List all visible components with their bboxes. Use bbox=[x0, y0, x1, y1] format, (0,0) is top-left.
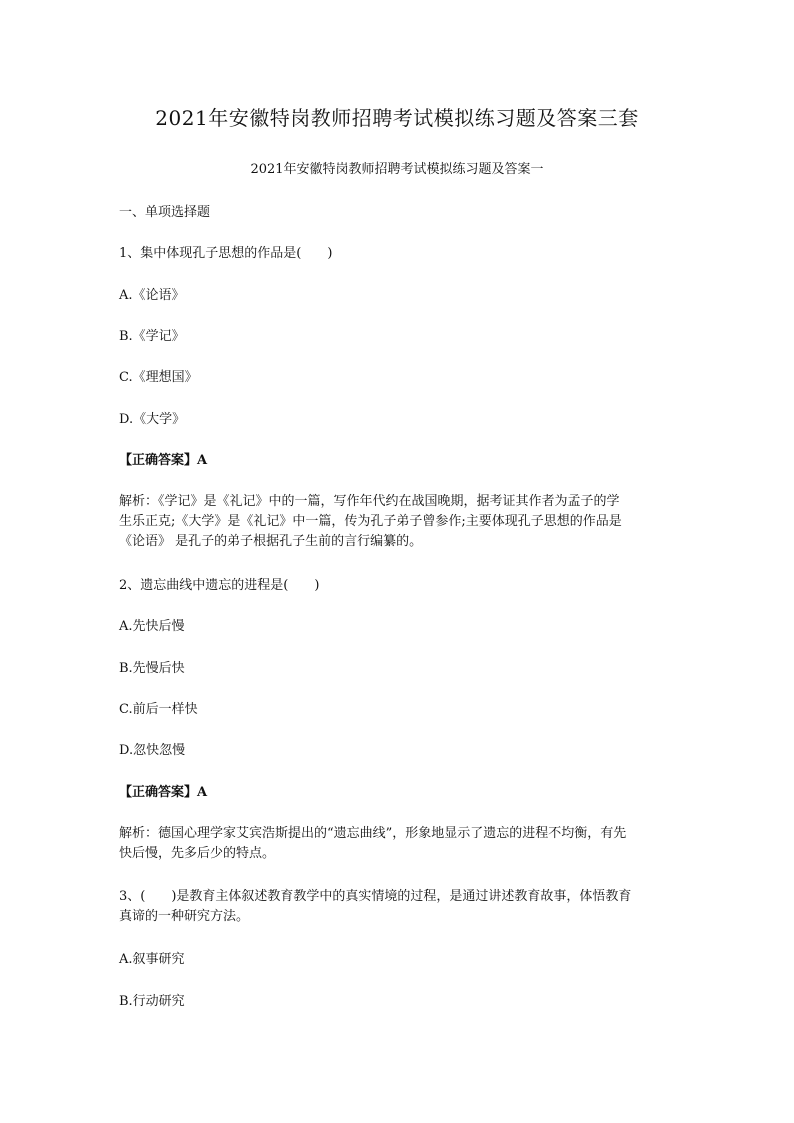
question-1-analysis-line-3: 《论语》 是孔子的弟子根据孔子生前的言行编纂的。 bbox=[119, 534, 423, 549]
question-3-stem-line-1: 3、( )是教育主体叙述教育教学中的真实情境的过程，是通过讲述教育故事，体悟教育 bbox=[119, 889, 632, 904]
question-1-analysis-line-1: 解析：《学记》是《礼记》中的一篇，写作年代约在战国晚期，据考证其作者为孟子的学 bbox=[119, 494, 620, 509]
document-title: 2021年安徽特岗教师招聘考试模拟练习题及答案三套 bbox=[155, 106, 639, 130]
question-1-option-a: A.《论语》 bbox=[119, 288, 185, 303]
document-subtitle: 2021年安徽特岗教师招聘考试模拟练习题及答案一 bbox=[250, 162, 544, 177]
section-heading: 一、单项选择题 bbox=[119, 205, 211, 220]
question-2-option-c: C.前后一样快 bbox=[119, 702, 198, 717]
question-2-option-d: D.忽快忽慢 bbox=[119, 743, 186, 758]
question-2-analysis bbox=[119, 824, 679, 864]
question-2-stem: 2、遗忘曲线中遗忘的进程是( ) bbox=[119, 578, 320, 593]
question-2-analysis-line-1: 解析：德国心理学家艾宾浩斯提出的“遗忘曲线”，形象地显示了遗忘的进程不均衡，有先 bbox=[119, 826, 627, 841]
question-1-option-c: C.《理想国》 bbox=[119, 370, 198, 385]
question-3-stem bbox=[119, 887, 679, 927]
question-1-analysis bbox=[119, 492, 679, 552]
question-1-answer: 【正确答案】A bbox=[119, 453, 208, 468]
question-2-analysis-line-2: 快后慢，先多后少的特点。 bbox=[119, 846, 276, 861]
question-2-option-a: A.先快后慢 bbox=[119, 619, 185, 634]
question-1-analysis-line-2: 生乐正克;《大学》是《礼记》中一篇，传为孔子弟子曾参作;主要体现孔子思想的作品是 bbox=[119, 514, 622, 529]
question-3-option-a: A.叙事研究 bbox=[119, 952, 185, 967]
question-2-answer: 【正确答案】A bbox=[119, 785, 208, 800]
question-1-option-d: D.《大学》 bbox=[119, 412, 186, 427]
question-2-option-b: B.先慢后快 bbox=[119, 661, 185, 676]
question-3-stem-line-2: 真谛的一种研究方法。 bbox=[119, 909, 250, 924]
question-1-stem: 1、集中体现孔子思想的作品是( ) bbox=[119, 246, 333, 261]
question-3-option-b: B.行动研究 bbox=[119, 994, 185, 1009]
question-1-option-b: B.《学记》 bbox=[119, 329, 185, 344]
